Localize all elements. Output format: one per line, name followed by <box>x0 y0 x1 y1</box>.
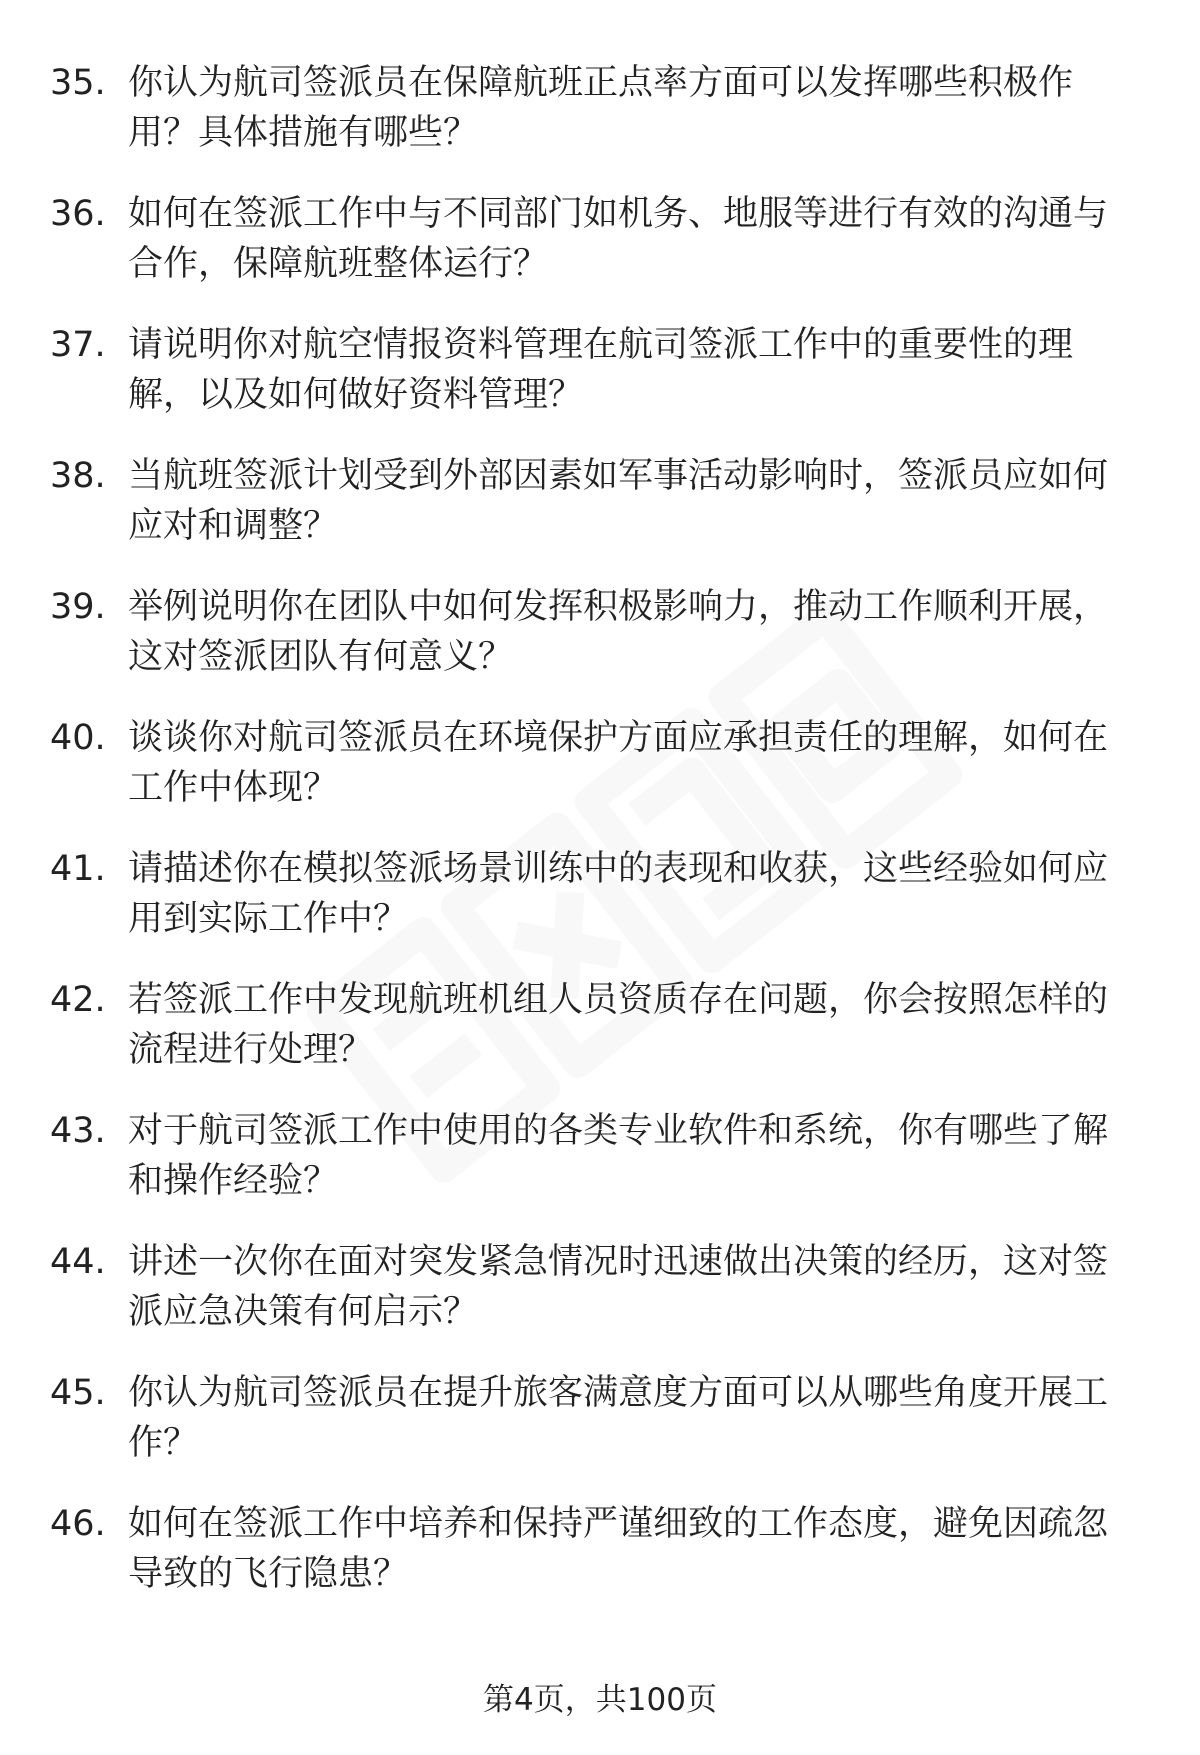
question-item <box>50 1368 1140 1499</box>
question-number: 37. <box>50 325 106 365</box>
question-item <box>50 189 1140 320</box>
question-text: 请说明你对航空情报资料管理在航司签派工作中的重要性的理解，以及如何做好资料管理？ <box>128 325 1074 415</box>
question-text: 当航班签派计划受到外部因素如军事活动影响时，签派员应如何应对和调整？ <box>128 456 1109 546</box>
question-text: 谈谈你对航司签派员在环境保护方面应承担责任的理解，如何在工作中体现？ <box>128 718 1109 808</box>
question-text: 你认为航司签派员在保障航班正点率方面可以发挥哪些积极作用？具体措施有哪些？ <box>128 63 1074 153</box>
question-number: 36. <box>50 194 106 234</box>
page-footer: 第4页，共100页 <box>483 1682 717 1718</box>
question-text: 如何在签派工作中培养和保持严谨细致的工作态度，避免因疏忽导致的飞行隐患？ <box>128 1504 1109 1594</box>
question-item <box>50 320 1140 451</box>
question-text: 对于航司签派工作中使用的各类专业软件和系统，你有哪些了解和操作经验？ <box>128 1111 1109 1201</box>
question-text: 若签派工作中发现航班机组人员资质存在问题，你会按照怎样的流程进行处理？ <box>128 980 1109 1070</box>
question-number: 35. <box>50 63 106 103</box>
question-item <box>50 1106 1140 1237</box>
question-number: 42. <box>50 980 106 1020</box>
question-item <box>50 451 1140 582</box>
question-number: 43. <box>50 1111 106 1151</box>
question-item <box>50 1237 1140 1368</box>
question-number: 44. <box>50 1242 106 1282</box>
question-number: 38. <box>50 456 106 496</box>
question-list <box>50 58 1140 1630</box>
question-item <box>50 713 1140 844</box>
question-item <box>50 582 1140 713</box>
question-number: 46. <box>50 1504 106 1544</box>
question-item <box>50 975 1140 1106</box>
question-number: 39. <box>50 587 106 627</box>
question-item <box>50 844 1140 975</box>
question-text: 你认为航司签派员在提升旅客满意度方面可以从哪些角度开展工作？ <box>128 1373 1109 1463</box>
question-text: 如何在签派工作中与不同部门如机务、地服等进行有效的沟通与合作，保障航班整体运行？ <box>128 194 1109 284</box>
question-text: 举例说明你在团队中如何发挥积极影响力，推动工作顺利开展，这对签派团队有何意义？ <box>128 587 1109 677</box>
question-item <box>50 1499 1140 1630</box>
question-number: 45. <box>50 1373 106 1413</box>
question-item <box>50 58 1140 189</box>
question-text: 请描述你在模拟签派场景训练中的表现和收获，这些经验如何应用到实际工作中？ <box>128 849 1109 939</box>
question-number: 41. <box>50 849 106 889</box>
question-text: 讲述一次你在面对突发紧急情况时迅速做出决策的经历，这对签派应急决策有何启示？ <box>128 1242 1109 1332</box>
question-number: 40. <box>50 718 106 758</box>
